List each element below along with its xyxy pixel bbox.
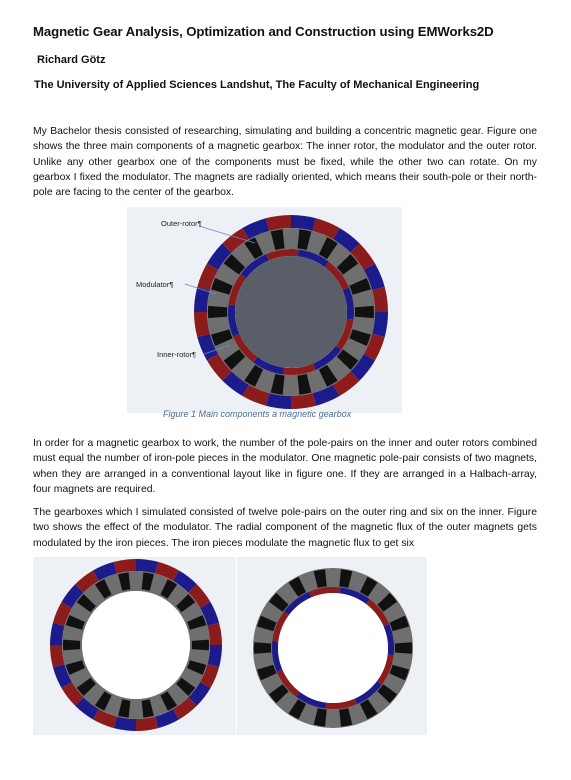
inner-rotor-label: Inner-rotor¶: [157, 350, 197, 359]
empty-centre: [82, 591, 190, 699]
outer-rotor-label: Outer-rotor¶: [161, 219, 202, 228]
paragraph-simulation: The gearboxes which I simulated consisted of twelve pole-pairs on the outer ring and six on the inner. Figure two shows the effect of the modulator. The radial component of the magnetic flux of the outer magnets gets modulated by the iron pieces. The iron pieces modulate the magnetic flux to get six: [33, 507, 537, 549]
paragraph-intro: My Bachelor thesis consisted of researching, simulating and building a concentric magnetic gear. Figure one shows the three main components of a magnetic gearbox: The inner rotor, the modulator and the outer rotor. Unlike any other gearbox one of the components must be fixed, while the other two can rotate. On my gearbox I fixed the modulator. The magnets are radially oriented, which means their south-pole or their north-pole are facing to the center of the gearbox.: [33, 126, 537, 199]
inner-rotor-core: [235, 256, 347, 368]
figure-2-inner-svg: [237, 557, 427, 735]
modulator-label: Modulator¶: [136, 280, 174, 289]
paper-title: Magnetic Gear Analysis, Optimization and Construction using EMWorks2D: [33, 24, 494, 39]
magnetic-gear-drawing: [194, 215, 388, 409]
affiliation: The University of Applied Sciences Landshut, The Faculty of Mechanical Engineering: [34, 79, 480, 91]
empty-centre: [278, 593, 388, 703]
inner-ring-drawing: [254, 569, 412, 726]
iron-pole-piece: [395, 642, 412, 654]
iron-pole-piece: [63, 640, 80, 651]
iron-pole-piece: [355, 306, 374, 318]
figure-2-inner-ring: [237, 557, 427, 735]
figure-2-outer-svg: [33, 557, 236, 735]
paragraph-pole-pairs: In order for a magnetic gearbox to work, the number of the pole-pairs on the inner and outer rotors combined must equal the number of iron-pole pieces in the modulator. One magnetic pole-pair consists of two magnets, when they are arranged in a conventional layout like in figure one. If they are arranged in a Halbach-array, four magnets are required.: [33, 438, 537, 495]
figure-1-caption: Figure 1 Main components a magnetic gearbox: [163, 409, 352, 419]
figure-1-svg: [127, 207, 402, 413]
figure-1-gear-components: [127, 207, 402, 413]
outer-ring-drawing: [50, 559, 222, 731]
iron-pole-piece: [192, 640, 209, 651]
author-name: Richard Götz: [37, 54, 106, 66]
iron-pole-piece: [208, 306, 227, 318]
iron-pole-piece: [254, 642, 271, 654]
figure-2-outer-ring: [33, 557, 236, 735]
